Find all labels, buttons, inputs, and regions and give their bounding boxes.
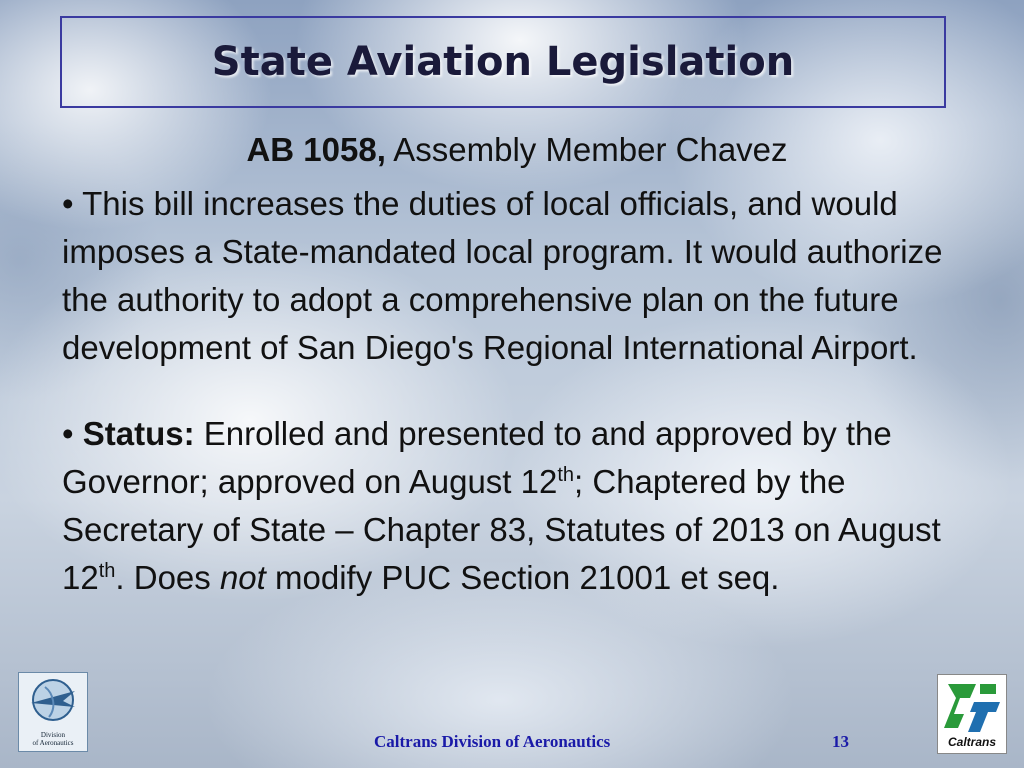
status-text-a: Enrolled and presented to and approved by the Governor; approved on August 12 — [62, 415, 892, 500]
logo-caption-line1: Division — [40, 731, 66, 739]
bill-heading — [62, 128, 972, 172]
bullet-marker: • — [62, 415, 83, 452]
bullet-description: • This bill increases the duties of local officials, and would imposes a State-mandated local program. It would authorize the authority to adopt a comprehensive plan on the future development of San Diego's Regional International Airport. — [62, 185, 943, 366]
status-text-b: ; Chaptered by the Secretary of State – Chapter 83, Statutes of 2013 on August 12 — [62, 463, 941, 596]
bill-number: AB 1058, — [246, 131, 386, 168]
slide-title: State Aviation Legislation — [211, 39, 795, 85]
slide-content — [62, 128, 972, 602]
bullet-status — [62, 410, 972, 602]
ordinal-suffix-b: th — [98, 560, 116, 582]
status-text-d: modify PUC Section 21001 et seq. — [265, 559, 780, 596]
title-box — [60, 16, 946, 108]
emphasis-not: not — [219, 559, 266, 596]
aeronautics-emblem-icon — [23, 677, 83, 723]
caltrans-wordmark: Caltrans — [947, 735, 997, 749]
caltrans-ct-icon — [942, 678, 1002, 736]
bill-sponsor: Assembly Member Chavez — [385, 131, 788, 168]
footer — [0, 730, 1024, 754]
caltrans-logo — [937, 674, 1007, 754]
ordinal-suffix-a: th — [557, 464, 575, 486]
footer-org: Caltrans Division of Aeronautics — [374, 732, 611, 751]
page-number: 13 — [832, 732, 849, 751]
logo-caption-line2: of Aeronautics — [32, 739, 74, 747]
status-text-c: . Does — [115, 559, 220, 596]
status-label: Status: — [82, 415, 195, 452]
